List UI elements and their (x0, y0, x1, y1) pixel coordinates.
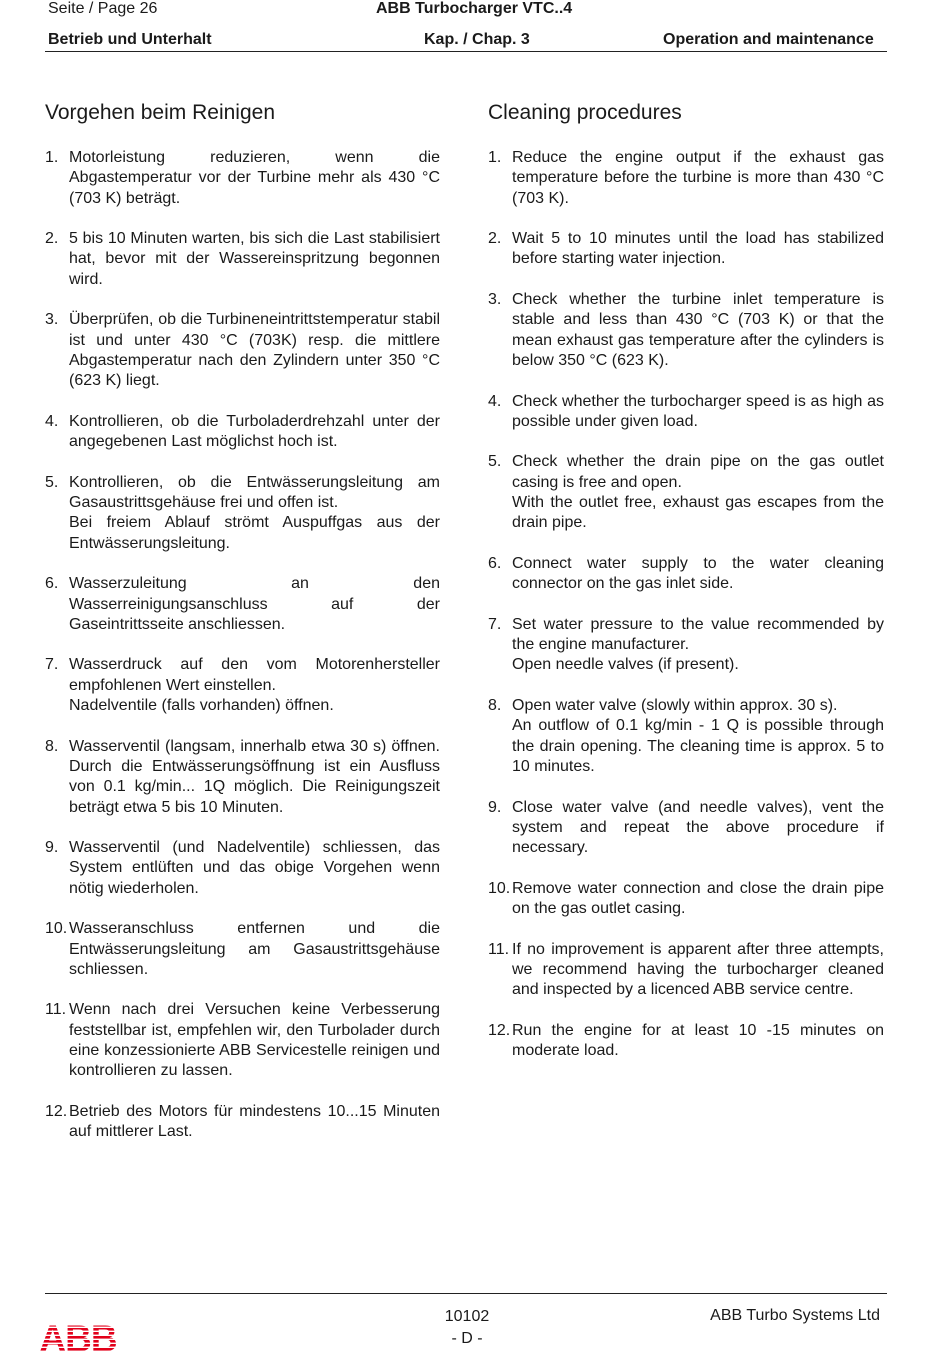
step-text-line: Close water valve (and needle valves), vent the system and repeat the above procedure if necessary. (512, 798, 884, 857)
step-text (69, 655, 440, 716)
step-text-line: Open water valve (slowly within approx. 30 s). (512, 697, 838, 715)
step-number: 8. (488, 697, 502, 715)
step-text-line: Überprüfen, ob die Turbineneintrittstemperatur stabil ist und unter 430 °C (703K) resp. die mittlere Abgastemperatur nach den Zylindern unter 350 °C (623 K) liegt. (69, 311, 440, 390)
step-text (69, 1000, 440, 1081)
abb-logo-text: ABB (39, 1320, 117, 1354)
step-text-line: Kontrollieren, ob die Turboladerdrehzahl unter der angegebenen Last möglichst hoch ist. (69, 412, 440, 451)
step-text-line: Remove water connection and close the drain pipe on the gas outlet casing. (512, 879, 884, 917)
step-number: 4. (45, 412, 59, 430)
step-number: 11. (45, 1001, 67, 1019)
footer-rule (45, 1293, 887, 1294)
page-number: Seite / Page 26 (48, 0, 158, 17)
step-text-line: If no improvement is apparent after three attempts, we recommend having the turbocharger cleaned and inspected by a licenced ABB service centre. (512, 940, 884, 999)
step-number: 1. (45, 149, 59, 166)
step-text-line: Check whether the turbocharger speed is as high as possible under given load. (512, 392, 884, 430)
step-item (488, 940, 884, 1001)
language-code: - D - (451, 1330, 483, 1347)
step-number: 9. (488, 798, 502, 816)
step-text-line: Wait 5 to 10 minutes until the load has stabilized before starting water injection. (512, 230, 884, 268)
step-number: 12. (45, 1102, 68, 1120)
step-text (512, 879, 884, 920)
section-title-de: Betrieb und Unterhalt (48, 31, 212, 48)
step-item (488, 696, 884, 777)
step-number: 4. (488, 392, 502, 410)
step-text (512, 940, 884, 1001)
section-title-en: Operation and maintenance (663, 31, 874, 48)
step-text-line: Wasserventil (langsam, innerhalb etwa 30 s) öffnen. Durch die Entwässerungsöffnung ist ein Ausfluss von 0.1 kg/min... 1Q möglich. Die Reinigungszeit beträgt etwa 5 bis 10 Minuten. (69, 737, 440, 816)
step-text (69, 1102, 440, 1143)
step-item (45, 737, 440, 818)
step-text (512, 1021, 884, 1062)
step-number: 3. (45, 311, 59, 329)
step-item (488, 615, 884, 676)
step-text-line: 5 bis 10 Minuten warten, bis sich die Last stabilisiert hat, bevor mit der Wassereinspritzung begonnen wird. (69, 230, 440, 288)
step-item (45, 412, 440, 453)
step-item (45, 655, 440, 716)
step-item (488, 879, 884, 920)
step-number: 5. (488, 453, 502, 471)
step-text (512, 229, 884, 270)
step-number: 10. (45, 920, 68, 938)
step-item (488, 1021, 884, 1062)
step-text-line: Nadelventile (falls vorhanden) öffnen. (69, 697, 334, 715)
step-item (488, 148, 884, 209)
step-number: 7. (45, 656, 59, 674)
product-name: ABB Turbocharger VTC..4 (376, 0, 573, 17)
step-number: 1. (488, 149, 502, 166)
step-item (488, 452, 884, 533)
heading-en: Cleaning procedures (488, 101, 682, 124)
step-number: 5. (45, 473, 59, 491)
step-text-line: Wasserzuleitung an den Wasserreinigungsanschluss auf der Gaseintrittsseite anschliessen. (69, 575, 440, 633)
company-name: ABB Turbo Systems Ltd (710, 1307, 880, 1324)
step-number: 2. (45, 230, 59, 248)
step-number: 3. (488, 291, 502, 309)
step-number: 9. (45, 839, 59, 857)
step-number: 8. (45, 737, 59, 755)
step-text-line: Bei freiem Ablauf strömt Auspuffgas aus der Entwässerungsleitung. (69, 514, 440, 552)
step-item (488, 554, 884, 595)
step-text (512, 290, 884, 371)
steps-list-de (45, 148, 440, 1163)
step-number: 10. (488, 879, 511, 897)
step-text (512, 615, 884, 676)
header-rule (45, 51, 887, 52)
step-text (69, 574, 440, 635)
step-item (488, 392, 884, 433)
step-text (69, 229, 440, 290)
step-text-line: Kontrollieren, ob die Entwässerungsleitung am Gasaustrittsgehäuse frei und offen ist. (69, 473, 440, 512)
step-text-line: An outflow of 0.1 kg/min - 1 Q is possible through the drain opening. The cleaning time is approx. 5 to 10 minutes. (512, 717, 884, 775)
step-text-line: Open needle valves (if present). (512, 656, 739, 674)
step-text (512, 452, 884, 533)
step-number: 6. (488, 554, 502, 572)
step-item (488, 229, 884, 270)
step-number: 2. (488, 230, 502, 248)
step-text-line: Run the engine for at least 10 -15 minutes on moderate load. (512, 1021, 884, 1060)
step-text-line: Wasserventil (und Nadelventile) schliessen, das System entlüften und das obige Vorgehen wenn nötig wiederholen. (69, 839, 440, 897)
step-text (69, 310, 440, 391)
step-text (69, 473, 440, 554)
step-text (69, 412, 440, 453)
step-text-line: Motorleistung reduzieren, wenn die Abgastemperatur vor der Turbine mehr als 430 °C (703 K) beträgt. (69, 149, 440, 207)
step-item (45, 473, 440, 554)
steps-list-en (488, 148, 884, 1082)
step-text (512, 148, 884, 209)
step-text-line: Reduce the engine output if the exhaust gas temperature before the turbine is more than 430 °C (703 K). (512, 149, 884, 207)
step-item (488, 798, 884, 859)
step-item (45, 838, 440, 899)
step-text (69, 838, 440, 899)
chapter-label: Kap. / Chap. 3 (424, 31, 530, 48)
step-text-line: With the outlet free, exhaust gas escapes from the drain pipe. (512, 494, 884, 532)
step-number: 11. (488, 940, 510, 958)
step-text-line: Check whether the drain pipe on the gas outlet casing is free and open. (512, 453, 884, 491)
step-text-line: Betrieb des Motors für mindestens 10...15 Minuten auf mittlerer Last. (69, 1102, 440, 1141)
step-text-line: Set water pressure to the value recommended by the engine manufacturer. (512, 615, 884, 654)
step-number: 7. (488, 615, 502, 633)
step-item (45, 919, 440, 980)
abb-logo-mark (38, 1320, 118, 1354)
step-text (512, 554, 884, 595)
document-number: 10102 (444, 1308, 490, 1325)
step-item (45, 229, 440, 290)
step-item (45, 310, 440, 391)
step-text-line: Wenn nach drei Versuchen keine Verbesserung feststellbar ist, empfehlen wir, den Turbolader durch eine konzessionierte ABB Servicestelle reinigen und kontrollieren zu lassen. (69, 1001, 440, 1080)
heading-de: Vorgehen beim Reinigen (45, 101, 275, 124)
step-text-line: Wasseranschluss entfernen und die Entwässerungsleitung am Gasaustrittsgehäuse schliessen. (69, 920, 440, 978)
step-text (69, 737, 440, 818)
step-text (69, 148, 440, 209)
step-text-line: Wasserdruck auf den vom Motorenhersteller empfohlenen Wert einstellen. (69, 656, 440, 694)
step-item (45, 574, 440, 635)
abb-logo (38, 1320, 118, 1359)
step-number: 6. (45, 575, 59, 593)
step-text-line: Check whether the turbine inlet temperature is stable and less than 430 °C (703 K) or that the mean exhaust gas temperature after the cylinders is below 350 °C (623 K). (512, 291, 884, 369)
step-item (488, 290, 884, 371)
step-number: 12. (488, 1021, 511, 1039)
step-text (512, 798, 884, 859)
step-item (45, 148, 440, 209)
step-text (69, 919, 440, 980)
step-text-line: Connect water supply to the water cleaning connector on the gas inlet side. (512, 554, 884, 593)
step-item (45, 1000, 440, 1081)
step-text (512, 696, 884, 777)
step-text (512, 392, 884, 433)
step-item (45, 1102, 440, 1143)
